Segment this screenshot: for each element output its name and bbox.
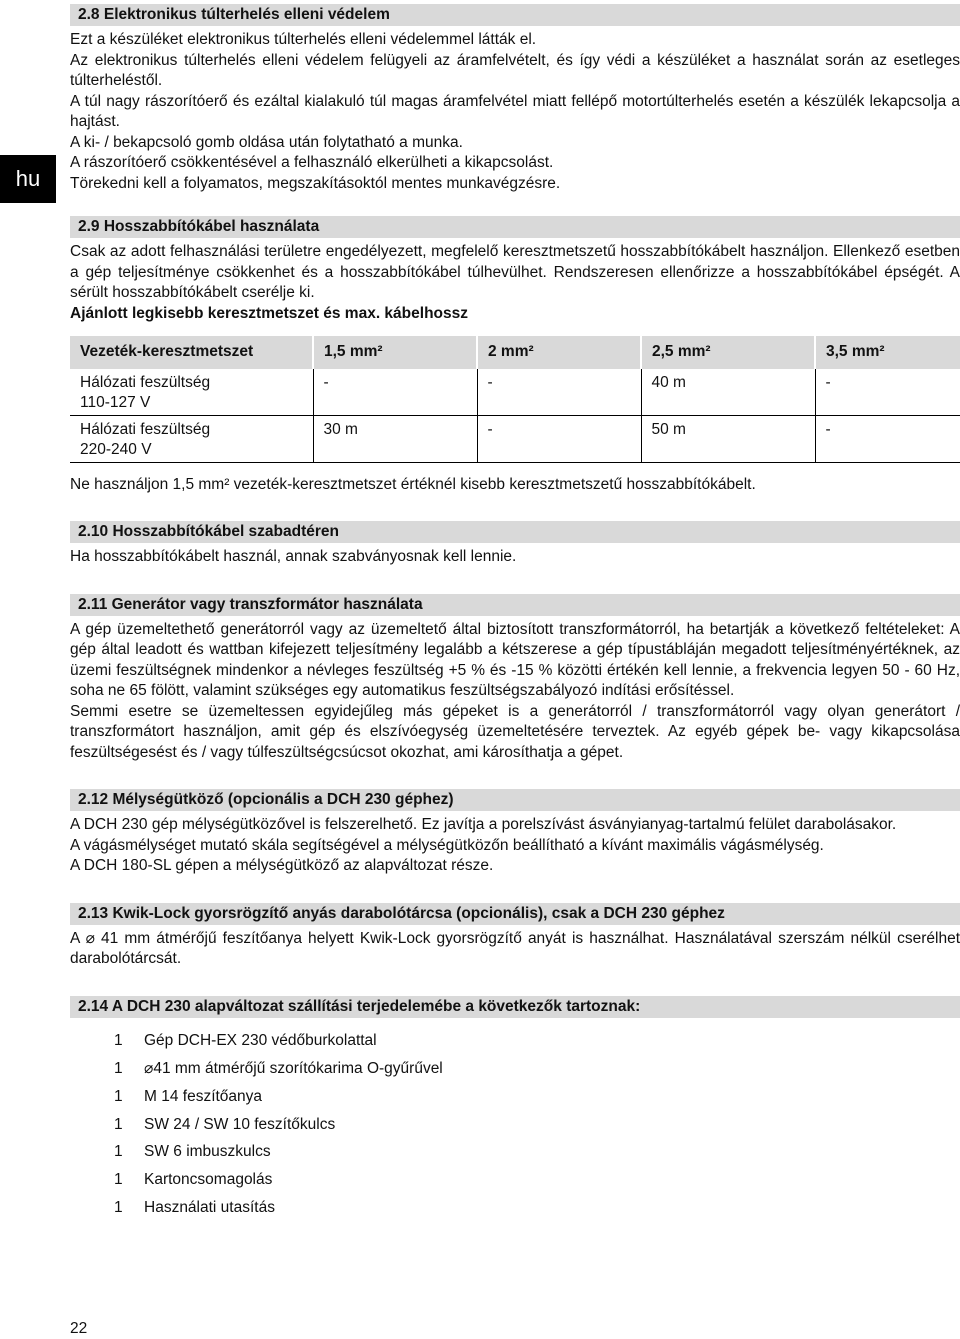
- table-cell: -: [313, 369, 477, 416]
- section-2-14-heading: 2.14 A DCH 230 alapváltozat szállítási terjedelemébe a következők tartoznak:: [70, 996, 960, 1018]
- s213-text: A ⌀ 41 mm átmérőjű feszítőanya helyett Kwik-Lock gyorsrögzítő anyát is használhat. Használatával szerszám nélkül cserélhet darabolótárcsát.: [70, 929, 960, 967]
- col-header: 1,5 mm²: [313, 336, 477, 369]
- s212-line-3: A DCH 180-SL gépen a mélységütköző az alapváltozat része.: [70, 857, 494, 874]
- s29-text: Csak az adott felhasználási területre engedélyezett, megfelelő keresztmetszetű hosszabbítókábelt használjon. Ellenkező esetben a gép teljesítménye csökkenhet és a hosszabbítókábel túlhevülhet. Rendszeresen ellenőrizze a hosszabbítókábel épségét. A sérült hosszabbítókábelt cserélje ki.: [70, 243, 960, 301]
- s28-line-3: A túl nagy rászorítóerő és ezáltal kialakuló túl magas áramfelvétel miatt fellépő motortúlterhelés esetén a készülék lekapcsolja a hajtást.: [70, 92, 960, 130]
- row-label: Hálózati feszültség 220-240 V: [80, 420, 211, 458]
- col-header: Vezeték-keresztmetszet: [70, 336, 313, 369]
- s28-line-5: A rászorítóerő csökkentésével a felhasználó elkerülheti a kikapcsolást.: [70, 154, 554, 171]
- section-2-12-heading: 2.12 Mélységütköző (opcionális a DCH 230 géphez): [70, 789, 960, 811]
- s212-line-1: A DCH 230 gép mélységütközővel is felszerelhető. Ez javítja a porelszívást ásványianyag-tartalmú felület darabolásakor.: [70, 816, 897, 833]
- table-cell: 30 m: [313, 415, 477, 462]
- cable-table: [70, 336, 960, 463]
- list-item: 1 Gép DCH-EX 230 védőburkolattal: [114, 1032, 377, 1050]
- s28-line-6: Törekedni kell a folyamatos, megszakításoktól mentes munkavégzésre.: [70, 174, 561, 192]
- table-cell: -: [477, 369, 641, 416]
- s211-paragraph-2: Semmi esetre se üzemeltessen egyidejűleg más gépeket is a generátorról / transzformátorról vagy olyan generátort / transzformátort használjon, amit gép és elszívóegység üzemeltetésére terveztek. Az egyéb gépek be- vagy kikapcsolása feszültségesést és / vagy túlfeszültségcsúcsot okozhat, ami károsíthatja a gépet.: [70, 702, 960, 761]
- table-cell: -: [815, 369, 960, 416]
- row-label: Hálózati feszültség 110-127 V: [80, 373, 211, 411]
- s211-paragraph-1: A gép üzemeltethető generátorról vagy az üzemeltető által biztosított transzformátorról, ha betartják a következő feltételeket: A gép által leadott és wattban kifejezett teljesítmény legalább a kétszerese a gép típustábláján megadott teljesítményértéknek, az üzemi feszültségnek mindenkor a névleges feszültség +5 % és -15 % közötti értékén kell lennie, a frekvencia legyen 50 - 60 Hz, soha ne 65 fölött, valamint szükséges egy automatikus feszültségszabályozó indítási erősítéssel.: [70, 620, 960, 699]
- table-cell: -: [477, 415, 641, 462]
- s212-line-2: A vágásmélységet mutató skála segítségével a mélységütközőn beállítható a kívánt maximális vágásmélység.: [70, 836, 824, 854]
- list-item: 1 SW 24 / SW 10 feszítőkulcs: [114, 1115, 336, 1133]
- s210-text: Ha hosszabbítókábelt használ, annak szabványosnak kell lennie.: [70, 548, 517, 565]
- section-2-10-heading: 2.10 Hosszabbítókábel szabadtéren: [70, 521, 960, 543]
- section-2-11-heading: 2.11 Generátor vagy transzformátor használata: [70, 594, 960, 616]
- section-2-8-heading: 2.8 Elektronikus túlterhelés elleni védelem: [70, 4, 960, 26]
- col-header: 2,5 mm²: [641, 336, 815, 369]
- page-number: 22: [70, 1320, 88, 1337]
- section-2-9-heading: 2.9 Hosszabbítókábel használata: [70, 216, 960, 238]
- table-cell: 50 m: [641, 415, 815, 462]
- table-cell: -: [815, 415, 960, 462]
- page-content: [70, 0, 960, 1222]
- s28-line-1: Ezt a készüléket elektronikus túlterhelés elleni védelemmel látták el.: [70, 31, 537, 48]
- col-header: 3,5 mm²: [815, 336, 960, 369]
- list-item: 1 Használati utasítás: [114, 1198, 275, 1216]
- table-cell: 40 m: [641, 369, 815, 416]
- list-item: 1 Kartoncsomagolás: [114, 1171, 273, 1189]
- table-row: [70, 415, 960, 462]
- s29-note: Ne használjon 1,5 mm² vezeték-keresztmetszet értéknél kisebb keresztmetszetű hosszabbítókábelt.: [70, 475, 756, 493]
- list-item: 1 SW 6 imbuszkulcs: [114, 1143, 271, 1161]
- language-tab: hu: [0, 155, 56, 203]
- section-2-13-heading: 2.13 Kwik-Lock gyorsrögzítő anyás darabolótárcsa (opcionális), csak a DCH 230 géphez: [70, 903, 960, 925]
- list-item: 1 M 14 feszítőanya: [114, 1087, 263, 1105]
- table-row: [70, 369, 960, 416]
- col-header: 2 mm²: [477, 336, 641, 369]
- s28-line-2: Az elektronikus túlterhelés elleni védelem felügyeli az áramfelvételt, és így védi a készüléket a használat során az esetleges túlterheléstől.: [70, 51, 960, 89]
- list-item: 1 ⌀41 mm átmérőjű szorítókarima O-gyűrűvel: [114, 1059, 443, 1077]
- delivery-list: [70, 1028, 960, 1223]
- s28-line-4: A ki- / bekapcsoló gomb oldása után folytatható a munka.: [70, 133, 463, 151]
- table-title: Ajánlott legkisebb keresztmetszet és max. kábelhossz: [70, 304, 468, 322]
